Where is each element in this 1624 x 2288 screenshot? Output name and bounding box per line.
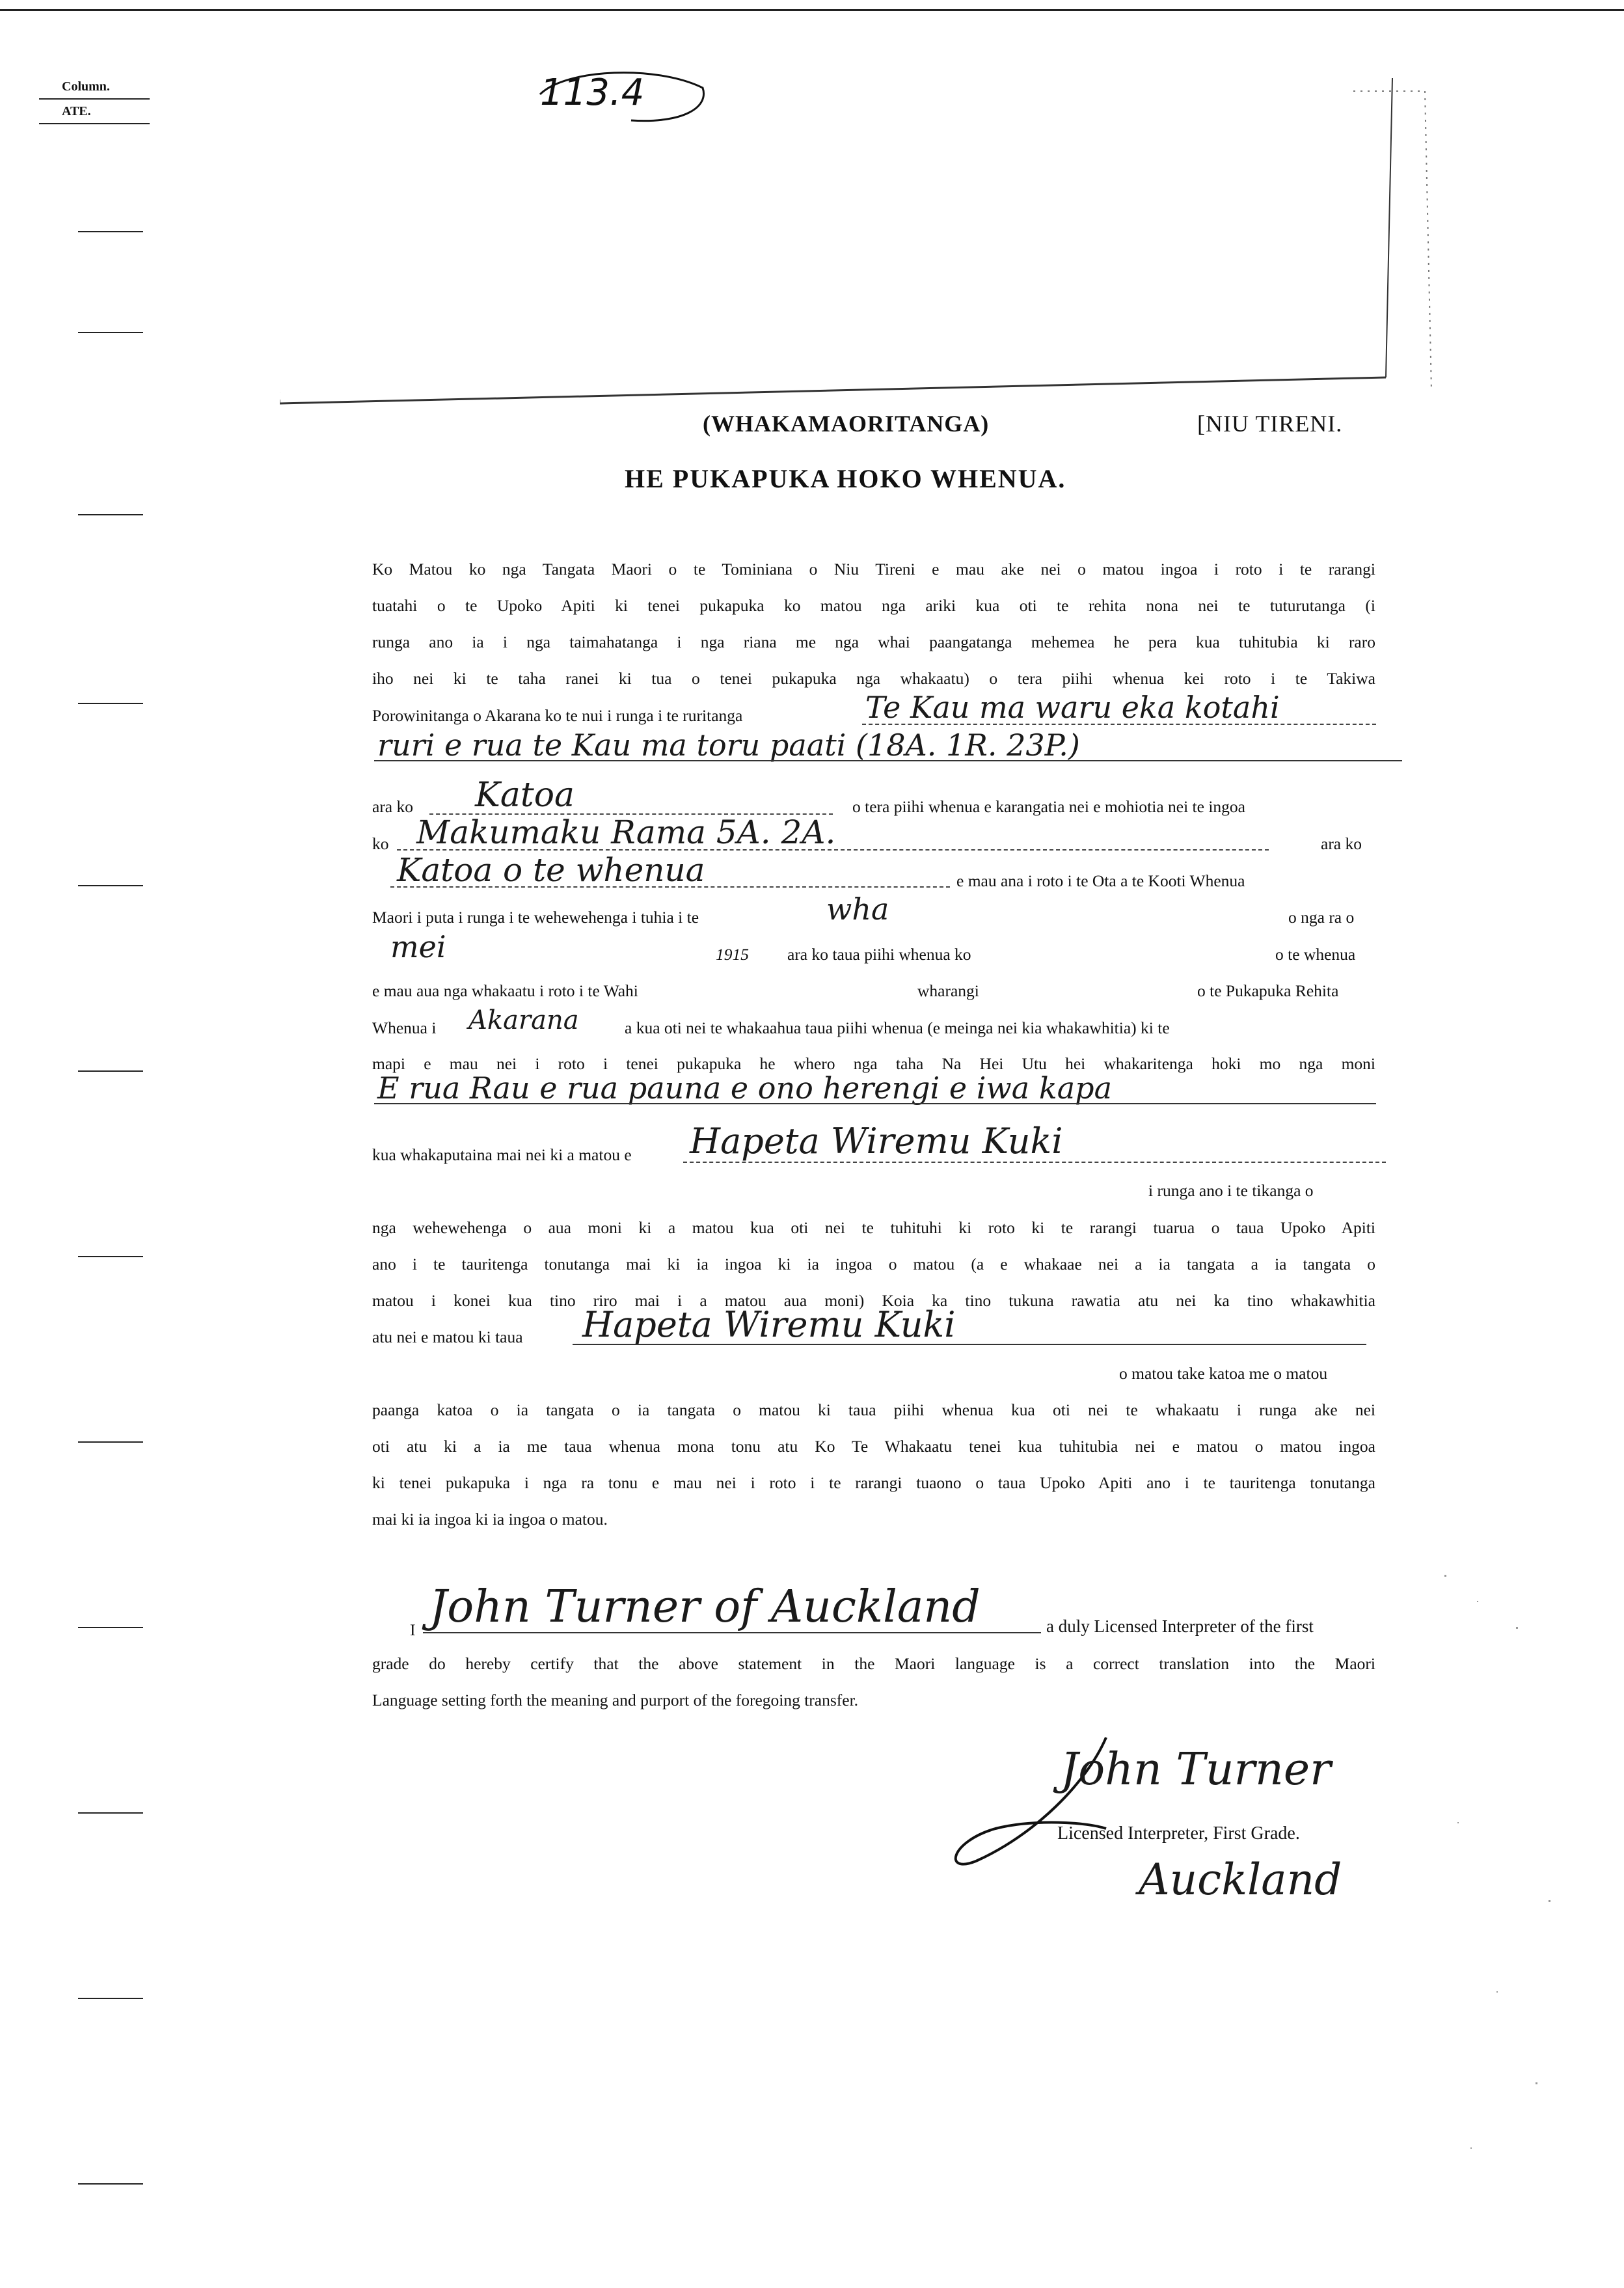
body-line-11-suffix: o te whenua — [1275, 945, 1356, 964]
body-line-7-suffix: o tera piihi whenua e karangatia nei e mohiotia nei te ingoa — [852, 797, 1245, 816]
body-line-16-prefix: kua whakaputaina mai nei ki a matou e — [372, 1145, 632, 1164]
body-line-7-prefix: ara ko — [372, 797, 414, 816]
body-line-8-suffix: ara ko — [1321, 834, 1362, 853]
body-line-3: runga ano ia i nga taimahatanga i nga riana me nga whai paangatanga mehemea he pera kua tuhitubia ki raro — [372, 633, 1375, 651]
underline — [683, 1162, 1386, 1163]
handwritten-place: Akarana — [468, 1005, 579, 1035]
handwritten-purchaser-2: Hapeta Wiremu Kuki — [582, 1304, 956, 1345]
body-line-23: paanga katoa o ia tangata o ia tangata o matou ki taua piihi whenua kua oti nei te whakaatu i runga ake nei — [372, 1400, 1375, 1419]
certificate-line-1-suffix: a duly Licensed Interpreter of the first — [1046, 1616, 1314, 1636]
handwritten-purchaser-1: Hapeta Wiremu Kuki — [690, 1121, 1063, 1162]
signature-role: Licensed Interpreter, First Grade. — [1057, 1823, 1300, 1844]
body-line-8-prefix: ko — [372, 834, 389, 853]
handwritten-signature-name: John Turner — [1061, 1744, 1331, 1795]
handwritten-day: wha — [826, 892, 889, 927]
body-line-21-prefix: atu nei e matou ki taua — [372, 1328, 523, 1346]
certificate-line-2: grade do hereby certify that the above statement in the Maori language is a correct translation into the Maori — [372, 1654, 1375, 1673]
margin-column-label: Column. — [39, 75, 150, 100]
underline — [423, 1632, 1041, 1633]
body-line-12c: o te Pukapuka Rehita — [1197, 981, 1339, 1000]
body-line-10-prefix: Maori i puta i runga i te wehewehenga i tuhia i te — [372, 908, 699, 927]
body-line-13-prefix: Whenua i — [372, 1018, 437, 1037]
underline — [390, 886, 950, 888]
reference-number: 113.4 — [540, 72, 645, 114]
body-year: 1915 — [716, 945, 749, 964]
handwritten-area-1: Te Kau ma waru eka kotahi — [865, 690, 1280, 725]
body-line-4: iho nei ki te taha ranei ki tua o tenei pukapuka nga whakaatu) o tera piihi whenua kei roto i te Takiwa — [372, 669, 1375, 688]
reference-circle — [514, 62, 722, 133]
body-line-11-mid: ara ko taua piihi whenua ko — [787, 945, 971, 964]
body-line-12b: wharangi — [917, 981, 979, 1000]
underline — [573, 1344, 1366, 1345]
margin-column — [39, 75, 150, 124]
top-border — [0, 9, 1624, 11]
handwritten-amount: E rua Rau e rua pauna e ono herengi e iwa kapa — [377, 1070, 1112, 1106]
body-line-14: mapi e mau nei i roto i tenei pukapuka he whero nga taha Na Hei Utu hei whakaritenga hoki mo nga moni — [372, 1054, 1375, 1073]
body-line-20: matou i konei kua tino riro mai i a matou aua moni) Koia ka tino tukuna rawatia atu nei ka tino whakawhitia — [372, 1291, 1375, 1310]
underline — [374, 760, 1402, 761]
scan-speckle — [1418, 1497, 1601, 2213]
body-line-26: mai ki ia ingoa ki ia ingoa o matou. — [372, 1510, 608, 1529]
body-line-2: tuatahi o te Upoko Apiti ki tenei pukapuka ko matou nga ariki kua oti te rehita nona nei te tuturutanga (i — [372, 596, 1375, 615]
body-line-22: o matou take katoa me o matou — [1119, 1364, 1328, 1383]
handwritten-katoa-1: Katoa — [475, 776, 575, 815]
certificate-prefix: I — [410, 1620, 416, 1639]
body-line-10-suffix: o nga ra o — [1288, 908, 1355, 927]
handwritten-area-2: ruri e rua te Kau ma toru paati (18A. 1R. 23P.) — [377, 728, 1080, 763]
header-whakamaoritanga: (WHAKAMAORITANGA) — [703, 411, 990, 437]
body-line-5-prefix: Porowinitanga o Akarana ko te nui i runga i te ruritanga — [372, 706, 743, 725]
body-line-12a: e mau aua nga whakaatu i roto i te Wahi — [372, 981, 638, 1000]
body-line-25: ki tenei pukapuka i nga ra tonu e mau nei i roto i te rarangi tuaono o taua Upoko Apiti ano i te tauritenga tonutanga — [372, 1473, 1375, 1492]
body-line-18: nga wehewehenga o aua moni ki a matou kua oti nei te tuhituhi ki roto ki te rarangi tuarua o taua Upoko Apiti — [372, 1218, 1375, 1237]
body-line-1: Ko Matou ko nga Tangata Maori o te Tominiana o Niu Tireni e mau ake nei o matou ingoa i roto i te rarangi — [372, 560, 1375, 579]
body-line-24: oti atu ki a ia me taua whenua mona tonu atu Ko Te Whakaatu tenei kua tuhitubia nei e matou o matou ingoa — [372, 1437, 1375, 1456]
underline — [374, 1103, 1376, 1104]
margin-date-label: ATE. — [39, 100, 150, 124]
handwritten-block-name: Makumaku Rama 5A. 2A. — [416, 813, 836, 851]
underline — [862, 724, 1376, 725]
handwritten-interpreter-name: John Turner of Auckland — [429, 1581, 981, 1633]
header-niu-tireni: [NIU TIRENI. — [1197, 411, 1343, 437]
body-line-13-suffix: a kua oti nei te whakaahua taua piihi whenua (e meinga nei kia whakawhitia) ki te — [625, 1018, 1170, 1037]
handwritten-month: mei — [390, 929, 446, 964]
certificate-line-3: Language setting forth the meaning and purport of the foregoing transfer. — [372, 1691, 859, 1709]
body-line-19: ano i te tauritenga tonutanga mai ki ia ingoa ki ia ingoa o matou (a e whakaae nei a ia tangata a ia tangata o — [372, 1255, 1375, 1273]
stamp-box — [280, 52, 1444, 416]
handwritten-katoa-2: Katoa o te whenua — [397, 851, 705, 889]
handwritten-signature-place: Auckland — [1139, 1855, 1342, 1905]
underline — [397, 849, 1269, 851]
body-line-17: i runga ano i te tikanga o — [1148, 1181, 1314, 1200]
body-line-9-suffix: e mau ana i roto i te Ota a te Kooti Whenua — [956, 871, 1245, 890]
document-title: HE PUKAPUKA HOKO WHENUA. — [625, 464, 1066, 493]
